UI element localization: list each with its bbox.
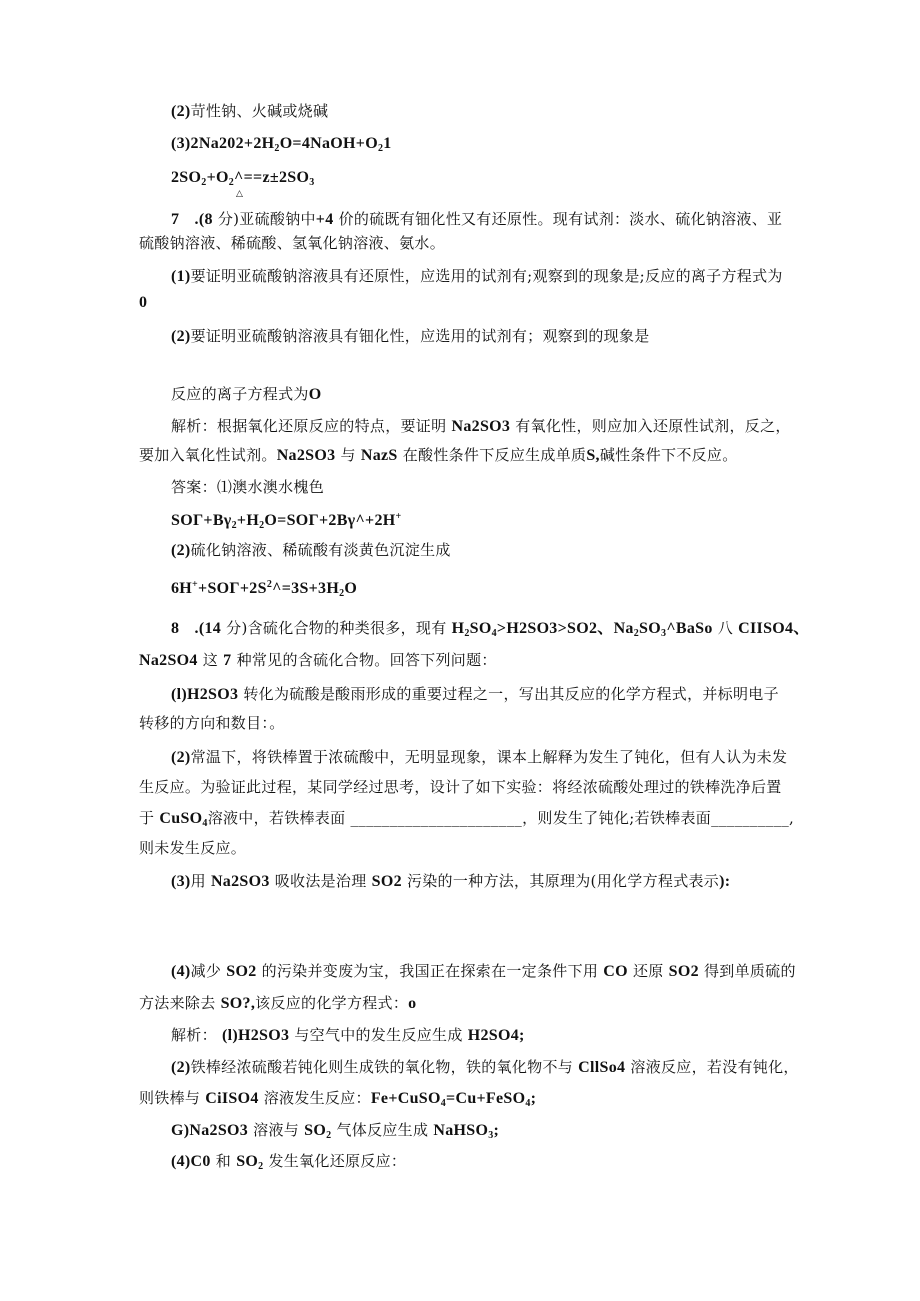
answer-7-heading: 答案：⑴澳水澳水槐色 [171,478,325,496]
question-8-part2-line2: 生反应。为验证此过程，某同学经过思考，设计了如下实验：将经浓硫酸处理过的铁棒洗净后置 [139,778,782,796]
question-8: 8 .(14 分)含硫化合物的种类很多，现有 $H_2SO_4>H2SO3>SO2$、$Na_2SO_3\^{}BaSo$ 八 CIISO4、 [171,619,810,639]
question-8-part4: (4)减少 SO2 的污染并变废为宝，我国正在探索在一定条件下用 CO 还原 SO2 得到单质硫的 [171,962,796,980]
blank-1: ______________________ [350,809,523,827]
question-8-part1-line2: 转移的方向和数目：。 [139,714,285,732]
analysis-8-part4: (4)C0 和 $SO_2$ 发生氧化还原反应： [171,1152,407,1172]
analysis-7-line2: 要加入氧化性试剂。Na2SO3 与 NazS 在酸性条件下反应生成单质S,碱性条件下不反应。 [139,446,738,464]
answer-7-equation-1: $SO\Gamma+B\gamma_2+H_2O=SO\Gamma+2B\gamma\^{}+2H^+$ [171,511,402,531]
question-7-part1: (1)要证明亚硫酸钠溶液具有还原性，应选用的试剂有;观察到的现象是;反应的离子方程式为 [171,267,783,285]
analysis-7: 解析：根据氧化还原反应的特点，要证明 Na2SO3 有氧化性，则应加入还原性试剂，反之， [171,417,791,435]
answer-line-2: (2)苛性钠、火碱或烧碱 [171,102,329,120]
analysis-8: 解析： (l)H2SO3 与空气中的发生反应生成 H2SO4; [171,1026,525,1044]
question-8-part3: (3)用 Na2SO3 吸收法是治理 SO2 污染的一种方法，其原理为(用化学方程式表示): [171,872,731,890]
analysis-8-part2-line2: 则铁棒与 CiISO4 溶液发生反应：Fe+CuSO$_4$=Cu+FeSO$_4$; [139,1089,537,1109]
analysis-8-part2: (2)铁棒经浓硫酸若钝化则生成铁的氧化物，铁的氧化物不与 CllSo4 溶液反应，若没有钝化， [171,1058,799,1076]
question-8-part2-line4: 则未发生反应。 [139,839,247,857]
question-7-part1-end: 0 [139,294,148,311]
question-8-part2-line3: 于 CuSO$_4$溶液中，若铁棒表面 ______________________，则发生了钝化;若铁棒表面__________, [139,809,795,829]
question-8-part4-line2: 方法来除去 SO?,该反应的化学方程式：o [139,994,417,1012]
question-8-part1: (l)H2SO3 转化为硫酸是酸雨形成的重要过程之一，写出其反应的化学方程式，并标明电子 [171,685,779,703]
question-7: 7 .(8 分)亚硫酸钠中+4 价的硫既有钿化性又有还原性。现有试剂：淡水、硫化钠溶液、亚 [171,210,783,228]
answer-7-equation-2: $6H^++SO\Gamma+2S^2\^{}=3S+3H_2O$ [171,579,358,599]
analysis-8-part3: G)Na2SO3 溶液与 $SO_2$ 气体反应生成 NaHSO$_3$; [171,1121,500,1141]
question-7-part2-equation: 反应的离子方程式为O [171,385,322,403]
answer-line-3: $(3)2Na202+2H_2O=4NaOH+O_21$ [171,135,392,154]
blank-2: __________, [711,809,795,827]
question-7-line2: 硫酸钠溶液、稀硫酸、氢氧化钠溶液、氨水。 [139,234,446,252]
equation-so2: $2SO_2+O_2\^{}==z\pm 2SO_3$ [171,169,315,188]
question-8-line2: Na2SO4 这 7 种常见的含硫化合物。回答下列问题： [139,651,497,669]
heat-triangle-icon: △ [236,189,243,199]
question-8-part2: (2)常温下，将铁棒置于浓硫酸中，无明显现象，课本上解释为发生了钝化，但有人认为未发 [171,748,788,766]
answer-7-part2: (2)硫化钠溶液、稀硫酸有淡黄色沉淀生成 [171,541,451,559]
question-7-part2: (2)要证明亚硫酸钠溶液具有钿化性，应选用的试剂有；观察到的现象是 [171,327,650,345]
